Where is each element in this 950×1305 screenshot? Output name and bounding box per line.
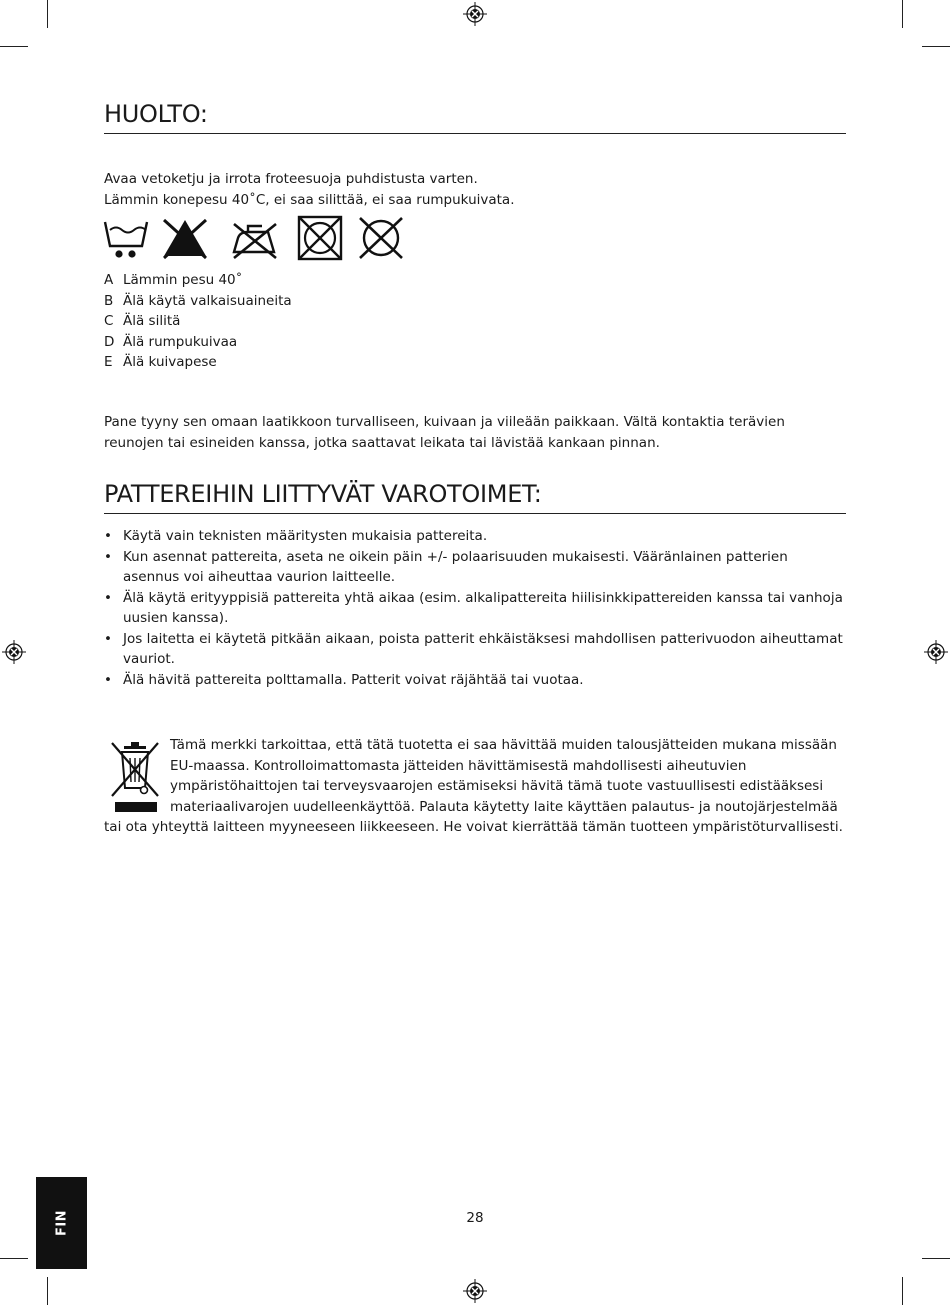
registration-mark-icon — [2, 640, 26, 664]
legend-text: Älä kuivapese — [123, 354, 217, 370]
list-item-text: Jos laitetta ei käytetä pitkään aikaan, poista patterit ehkäistäksesi mahdollisen patterivuodon aiheuttamat vauriot. — [123, 630, 843, 667]
no-dry-clean-icon — [356, 214, 406, 262]
care-heading: HUOLTO: — [104, 100, 846, 134]
legend-letter: E — [104, 354, 113, 370]
list-item — [104, 526, 846, 547]
list-item-text: Älä hävitä pattereita polttamalla. Patterit voivat räjähtää tai vuotaa. — [123, 671, 584, 688]
legend-letter: D — [104, 333, 115, 350]
crop-mark — [0, 1258, 28, 1259]
list-item — [104, 291, 292, 312]
list-item — [104, 311, 292, 332]
weee-text: Tämä merkki tarkoittaa, että tätä tuotetta ei saa hävittää muiden talousjätteiden mukana missään EU-maassa. Kontrolloimattomasta jätteiden hävittämisestä mahdollisesti aiheutuvien ympäristöhaittojen tai terveysvaarojen estämiseksi hävitä tämä tuote vastuullisesti edistääksesi materiaalivarojen uudelleenkäyttöä. Palauta käytetty laite käyttäen palautus- ja noutojärjestelmää tai ota yhteyttä laitteen myyneeseen liikkeeseen. He voivat kierrättää tämän tuotteen ympäristöturvallisesti. — [104, 737, 843, 835]
no-bleach-icon — [160, 214, 210, 262]
care-intro-line: Lämmin konepesu 40˚C, ei saa silittää, ei saa rumpukuivata. — [104, 191, 515, 208]
care-legend — [104, 270, 292, 373]
legend-letter: C — [104, 313, 114, 329]
list-item-text: Kun asennat pattereita, aseta ne oikein päin +/- polaarisuuden mukaisesti. Vääränlainen patterien asennus voi aiheuttaa vaurion laitteelle. — [123, 548, 788, 585]
legend-letter: B — [104, 292, 114, 309]
no-tumble-dry-icon — [296, 214, 344, 262]
storage-paragraph: Pane tyyny sen omaan laatikkoon turvalliseen, kuivaan ja viileään paikkaan. Vältä kontaktia terävien reunojen tai esineiden kanssa, jotka saattavat leikata tai lävistää kankaan pinnan. — [104, 414, 785, 451]
list-item — [104, 352, 292, 373]
list-item — [104, 670, 846, 691]
wash-tub-icon — [102, 214, 150, 262]
crop-mark — [922, 1258, 950, 1259]
legend-text: Älä käytä valkaisuaineita — [123, 292, 292, 309]
bullet-icon: • — [104, 589, 112, 606]
crop-mark — [0, 46, 28, 47]
no-iron-icon — [228, 214, 282, 262]
list-item — [104, 332, 292, 353]
crop-mark — [922, 46, 950, 47]
crop-mark — [47, 0, 48, 28]
list-item-text: Älä käytä erityyppisiä pattereita yhtä aikaa (esim. alkalipattereita hiilisinkkipattereiden kanssa tai vanhoja uusien kanssa). — [123, 589, 843, 626]
page-number: 28 — [466, 1210, 484, 1226]
registration-mark-icon — [924, 640, 948, 664]
list-item — [104, 547, 846, 588]
bullet-icon: • — [104, 528, 112, 544]
care-intro — [104, 169, 844, 210]
battery-precautions-list — [104, 526, 846, 690]
language-tab-label: FIN — [54, 1209, 69, 1237]
list-item — [104, 588, 846, 629]
legend-text: Älä silitä — [123, 313, 181, 329]
bullet-icon: • — [104, 630, 112, 647]
bullet-icon: • — [104, 671, 112, 688]
list-item — [104, 629, 846, 670]
legend-letter: A — [104, 272, 114, 288]
crop-mark — [902, 1277, 903, 1305]
battery-heading: PATTEREIHIN LIITTYVÄT VAROTOIMET: — [104, 480, 846, 514]
crop-mark — [902, 0, 903, 28]
crossed-out-wheelie-bin-icon — [109, 738, 161, 816]
legend-text: Lämmin pesu 40˚ — [123, 272, 243, 288]
legend-text: Älä rumpukuivaa — [123, 333, 238, 350]
crop-mark — [47, 1277, 48, 1305]
weee-notice — [104, 735, 844, 838]
care-symbols — [100, 214, 420, 264]
registration-mark-icon — [463, 1279, 487, 1303]
bullet-icon: • — [104, 548, 112, 565]
list-item — [104, 270, 292, 291]
care-intro-line: Avaa vetoketju ja irrota froteesuoja puhdistusta varten. — [104, 171, 478, 187]
registration-mark-icon — [463, 2, 487, 26]
list-item-text: Käytä vain teknisten määritysten mukaisia pattereita. — [123, 528, 488, 544]
